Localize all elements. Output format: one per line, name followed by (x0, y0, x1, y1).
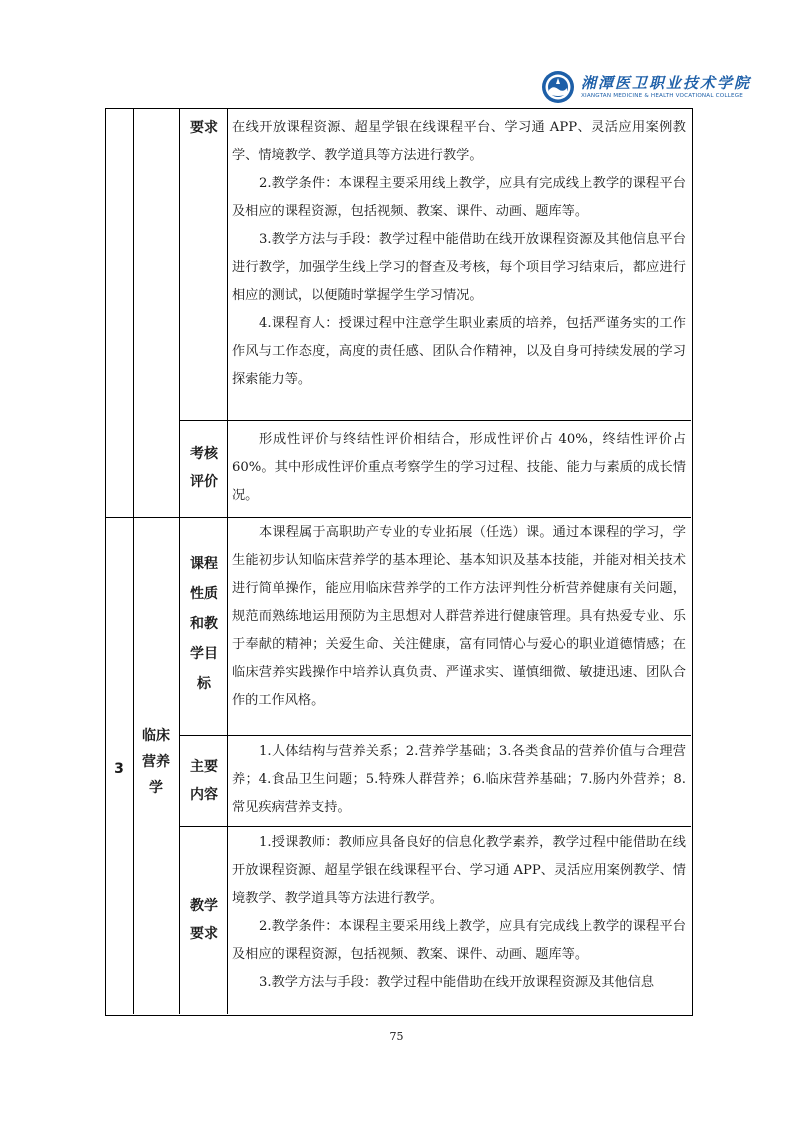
col-divider (179, 108, 180, 1014)
course-nature-text: 本课程属于高职助产专业的专业拓展（任选）课。通过本课程的学习，学生能初步认知临床营养学的基本理论、基本知识及基本技能，并能对相关技术进行简单操作，能应用临床营养学的工作方法评判性分析营养健康有关问题，规范而熟练地运用预防为主思想对人群营养进行健康管理。具有热爱专业、乐于奉献的精神；关爱生命、关注健康，富有同情心与爱心的职业道德情感；在临床营养实践操作中培养认真负责、严谨求实、谨慎细微、敏捷迅速、团队合作的工作风格。 (232, 525, 686, 708)
name-line: 临床 (142, 728, 170, 744)
course-name (133, 723, 179, 801)
label-line: 内容 (190, 787, 218, 803)
name-line: 营养 (142, 754, 170, 770)
paragraph: 2.教学条件：本课程主要采用线上教学，应具有完成线上教学的课程平台及相应的课程资源，包括视频、教案、课件、动画、题库等。 (232, 919, 686, 962)
page-number: 75 (389, 1030, 404, 1043)
row-label-teaching-requirements (181, 892, 227, 948)
paragraph: 在线开放课程资源、超星学银在线课程平台、学习通 APP、灵活应用案例教学、情境教学、教学道具等方法进行教学。 (232, 120, 686, 163)
main-content-text: 1.人体结构与营养关系；2.营养学基础；3.各类食品的营养价值与合理营养；4.食品卫生问题；5.特殊人群营养；6.临床营养基础；7.肠内外营养；8.常见疾病营养支持。 (232, 744, 686, 815)
label-line: 性质 (190, 586, 218, 602)
row-divider (179, 826, 691, 827)
school-logo (541, 70, 752, 104)
curriculum-table (105, 108, 693, 1016)
row-divider (179, 420, 691, 421)
row-label-course-nature (181, 549, 227, 699)
label-line: 和教 (190, 616, 218, 632)
label-line: 主要 (190, 759, 218, 775)
paragraph: 1.授课教师：教师应具备良好的信息化教学素养，教学过程中能借助在线开放课程资源、超星学银在线课程平台、学习通 APP、灵活应用案例教学、情境教学、教学道具等方法进行教学。 (232, 835, 686, 906)
assessment-text: 形成性评价与终结性评价相结合，形成性评价占 40%，终结性评价占 60%。其中形成性评价重点考察学生的学习过程、技能、能力与素质的成长情况。 (232, 432, 686, 503)
paragraph: 3.教学方法与手段：教学过程中能借助在线开放课程资源及其他信息平台进行教学，加强学生线上学习的督查及考核，每个项目学习结束后，都应进行相应的测试，以便随时掌握学生学习情况。 (232, 232, 686, 303)
row-label-assessment (181, 440, 227, 496)
paragraph: 2.教学条件：本课程主要采用线上教学，应具有完成线上教学的课程平台及相应的课程资源，包括视频、教案、课件、动画、题库等。 (232, 176, 686, 219)
label-line: 考核 (190, 446, 218, 462)
label-line: 教学 (190, 898, 218, 914)
teaching-requirements-text (232, 829, 686, 997)
school-name: 湘潭医卫职业技术学院 (581, 74, 752, 92)
paragraph: 3.教学方法与手段：教学过程中能借助在线开放课程资源及其他信息 (259, 975, 655, 990)
school-name-english: XIANGTAN MEDICINE & HEALTH VOCATIONAL COLLEGE (581, 93, 743, 99)
school-emblem-icon (541, 70, 575, 104)
course-number: 3 (114, 761, 124, 777)
col-divider (133, 108, 134, 1014)
row-divider (105, 517, 691, 518)
label-line: 要求 (190, 926, 218, 942)
row-label-requirements: 要求 (190, 120, 218, 136)
row-label-main-content (181, 753, 227, 809)
label-line: 学目 (190, 646, 218, 662)
requirements-text (232, 114, 686, 394)
label-line: 评价 (190, 474, 218, 490)
row-divider (179, 735, 691, 736)
label-line: 标 (197, 676, 211, 692)
label-line: 课程 (190, 556, 218, 572)
name-line: 学 (149, 780, 163, 796)
col-divider (227, 108, 228, 1014)
paragraph: 4.课程育人：授课过程中注意学生职业素质的培养，包括严谨务实的工作作风与工作态度，高度的责任感、团队合作精神，以及自身可持续发展的学习探索能力等。 (232, 316, 686, 387)
